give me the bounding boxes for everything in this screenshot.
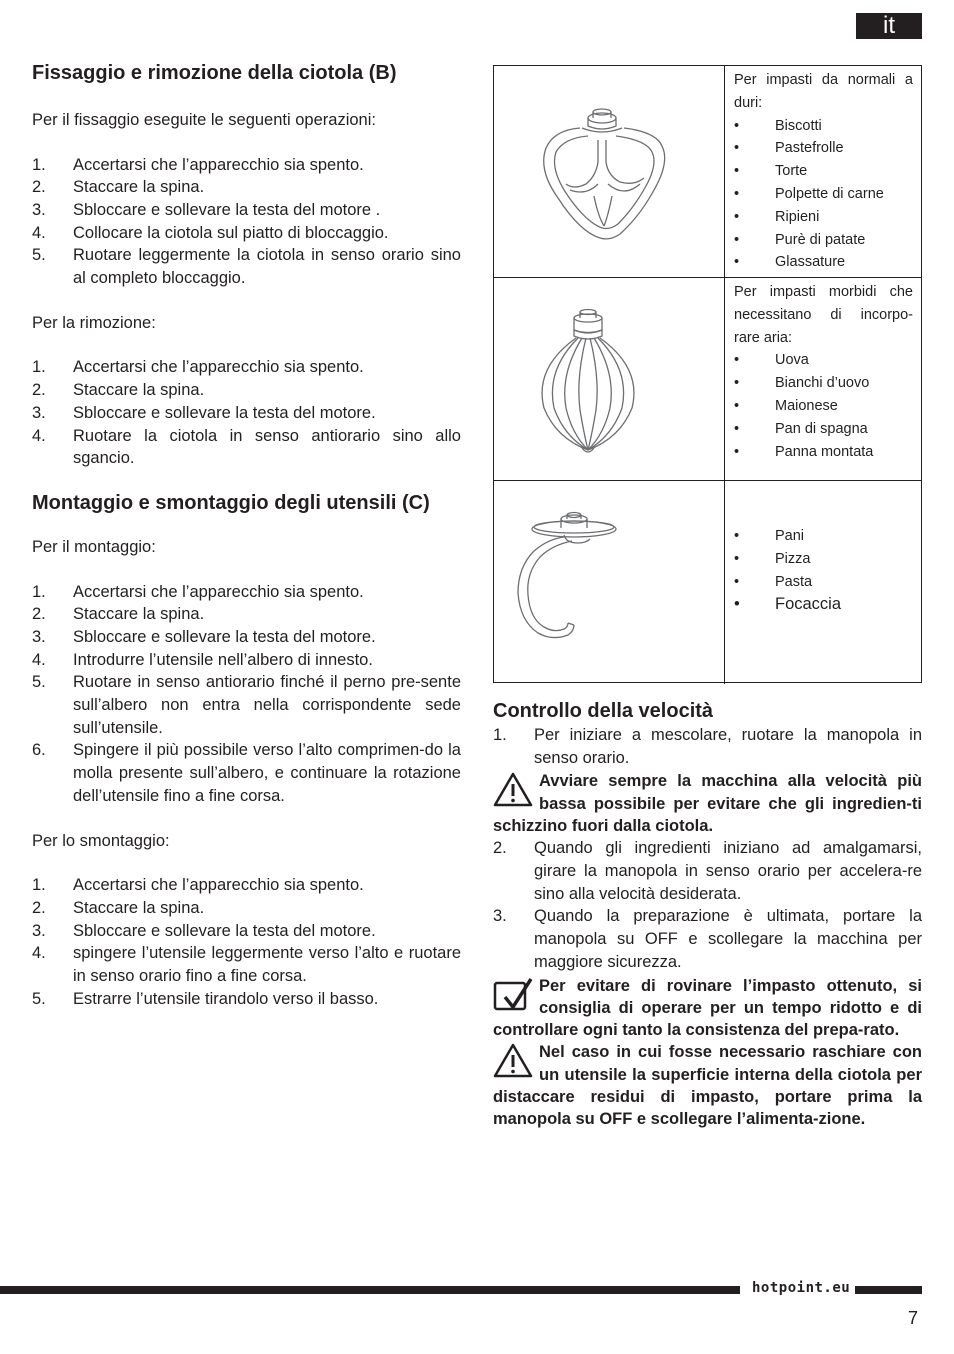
list-item: 2. Staccare la spina.: [32, 178, 205, 197]
speed-step-1: [493, 724, 922, 769]
list-item: • Polpette di carne: [734, 183, 913, 206]
warning-scrape: Nel caso in cui fosse necessario raschiare con un utensile la superficie interna della ciotola per distaccare residui di impasto, portare prima la manopola su OFF e scollegare l’alimenta-zione.: [493, 1043, 922, 1129]
list-item: 3. Sbloccare e sollevare la testa del motore.: [32, 627, 376, 646]
hook-uses-list-extra: [734, 593, 913, 616]
list-item: 2. Staccare la spina.: [32, 381, 205, 400]
beater-text: [734, 69, 913, 274]
list-item: • Bianchi d’uovo: [734, 372, 913, 395]
accessory-table: [493, 65, 922, 683]
list-item: 1. Accertarsi che l’apparecchio sia spento.: [32, 876, 364, 895]
beater-uses-list: [734, 115, 913, 275]
list-item: • Panna montata: [734, 441, 913, 464]
list-item: 2. Staccare la spina.: [32, 898, 205, 917]
list-item: 1. Accertarsi che l’apparecchio sia spento.: [32, 582, 364, 601]
list-item: 1. Per iniziare a mescolare, ruotare la manopola in senso orario.: [493, 726, 922, 767]
list-item: 5. Ruotare in senso antiorario finché il perno pre-sente sull’albero non entra nella corrispondente sede sull’utensile.: [32, 673, 461, 737]
table-row-beater: [494, 66, 921, 278]
list-item: • Focaccia: [734, 593, 913, 616]
list-item: • Purè di patate: [734, 229, 913, 252]
whisk-icon: [494, 278, 725, 481]
list-item: 4. Collocare la ciotola sul piatto di bloccaggio.: [32, 223, 389, 242]
list-item: • Biscotti: [734, 115, 913, 138]
list-item: • Pan di spagna: [734, 418, 913, 441]
left-column: [32, 62, 461, 1010]
flat-beater-icon: [494, 66, 725, 278]
right-column: [493, 700, 922, 1131]
list-item: 3. Sbloccare e sollevare la testa del motore .: [32, 201, 381, 219]
remove-intro: Per la rimozione:: [32, 313, 156, 332]
dough-hook-image: [494, 481, 725, 684]
list-item: 5. Ruotare leggermente la ciotola in senso orario sino al completo bloccaggio.: [32, 246, 461, 288]
list-item: 6. Spingere il più possibile verso l’alto comprimen-do la molla presente sull’albero, e continuare la rotazione dell’utensile fino a fine corsa.: [32, 741, 461, 805]
unmount-steps: [32, 874, 461, 1010]
whisk-image: [494, 278, 725, 480]
list-item: 5. Estrarre l’utensile tirandolo verso il basso.: [32, 989, 379, 1008]
whisk-intro-c: rare aria:: [734, 329, 793, 346]
section-title-tools: Montaggio e smontaggio degli utensili (C): [32, 491, 430, 514]
mount-intro: Per il montaggio:: [32, 537, 156, 556]
list-item: • Glassature: [734, 251, 913, 274]
section-title-speed: Controllo della velocità: [493, 700, 714, 722]
list-item: • Maionese: [734, 395, 913, 418]
footer-brand: hotpoint.eu: [752, 1280, 851, 1296]
list-item: • Pizza: [734, 548, 913, 571]
whisk-intro-a: Per impasti morbidi che: [734, 284, 913, 300]
list-item: 3. Sbloccare e sollevare la testa del motore.: [32, 403, 376, 422]
section-title-bowl: Fissaggio e rimozione della ciotola (B): [32, 62, 397, 84]
warning-icon: [493, 772, 533, 808]
list-item: • Ripieni: [734, 206, 913, 229]
whisk-text: [734, 281, 913, 463]
beater-intro-b: duri:: [734, 94, 763, 111]
table-row-whisk: [494, 278, 921, 481]
list-item: • Torte: [734, 160, 913, 183]
list-item: 4. spingere l’utensile leggermente verso l’alto e ruotare in senso orario fino a fine corsa.: [32, 944, 461, 985]
footer-rule: [0, 1286, 740, 1294]
list-item: • Uova: [734, 349, 913, 372]
warning-icon: [493, 1043, 533, 1079]
beater-intro-a: Per impasti da normali a: [734, 72, 913, 88]
page-number: 7: [908, 1308, 919, 1328]
fix-intro: Per il fissaggio eseguite le seguenti operazioni:: [32, 111, 376, 129]
speed-steps: [493, 837, 922, 973]
list-item: 4. Ruotare la ciotola in senso antiorario sino allo sgancio.: [32, 426, 461, 468]
list-item: • Pani: [734, 525, 913, 548]
language-tab: it: [856, 13, 922, 39]
tip-dough: Per evitare di rovinare l’impasto ottenuto, si consiglia di operare per un tempo ridotto e di controllare ogni tanto la consistenza del prepa-rato.: [493, 976, 922, 1040]
list-item: 2. Staccare la spina.: [32, 605, 205, 624]
fix-steps: [32, 154, 461, 290]
list-item: • Pastefrolle: [734, 137, 913, 160]
list-item: 1. Accertarsi che l’apparecchio sia spento.: [32, 358, 364, 377]
list-item: 3. Quando la preparazione è ultimata, portare la manopola su OFF e scollegare la macchina per maggiore sicurezza.: [493, 907, 922, 971]
warning-low-speed: Avviare sempre la macchina alla velocità più bassa possibile per evitare che gli ingredien-ti schizzino fuori dalla ciotola.: [493, 772, 922, 835]
footer-rule-right: [855, 1286, 922, 1294]
list-item: 4. Introdurre l’utensile nell’albero di innesto.: [32, 650, 373, 669]
list-item: • Pasta: [734, 571, 913, 594]
dough-hook-icon: [494, 481, 725, 684]
list-item: 3. Sbloccare e sollevare la testa del motore.: [32, 921, 376, 940]
table-row-hook: [494, 481, 921, 684]
whisk-uses-list: [734, 349, 913, 463]
remove-steps: [32, 356, 461, 470]
flat-beater-image: [494, 66, 725, 277]
list-item: 2. Quando gli ingredienti iniziano ad amalgamarsi, girare la manopola in senso orario per accelera-re sino alla velocità desiderata.: [493, 839, 922, 903]
mount-steps: [32, 581, 461, 808]
hook-uses-list: [734, 525, 913, 593]
check-note-icon: [493, 977, 533, 1013]
list-item: 1. Accertarsi che l’apparecchio sia spento.: [32, 155, 364, 174]
unmount-intro: Per lo smontaggio:: [32, 831, 170, 850]
whisk-intro-b: necessitano di incorpo-: [734, 306, 913, 323]
hook-text: [734, 525, 913, 616]
